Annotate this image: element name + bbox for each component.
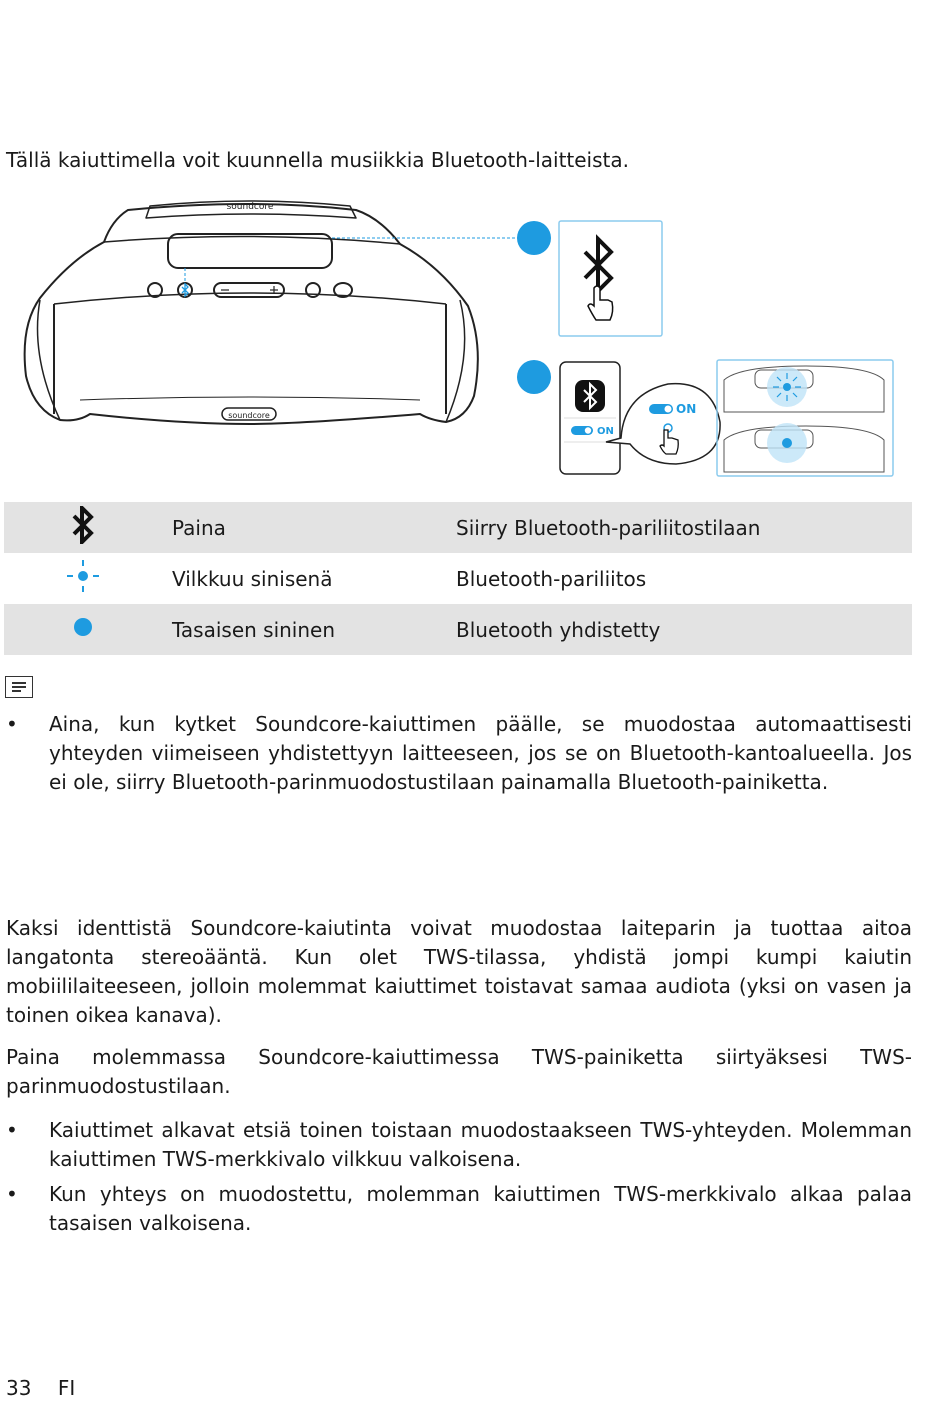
bullet-icon: •	[6, 1182, 18, 1206]
svg-text:ON: ON	[676, 402, 697, 416]
step-2-marker	[517, 360, 551, 394]
bluetooth-icon	[71, 506, 95, 544]
list-item	[6, 710, 912, 797]
page-number: 33	[6, 1376, 32, 1400]
solid-blue-dot-icon	[73, 617, 93, 637]
bluetooth-icon	[585, 239, 611, 291]
tws-paragraph: Paina molemmassa Soundcore-kaiuttimessa TWS-painiketta siirtyäksesi TWS-parinmuodostustilaan.	[6, 1045, 912, 1098]
led-meaning: Bluetooth-pariliitos	[456, 566, 647, 591]
list-item	[6, 1116, 912, 1174]
led-icon-cell	[4, 502, 162, 553]
language-code: FI	[57, 1376, 76, 1400]
speaker-illustration	[25, 201, 478, 424]
tws-paragraph: Kaksi identtistä Soundcore-kaiutinta voivat muodostaa laiteparin ja tuottaa aitoa langatonta stereoääntä. Kun olet TWS-tilassa, yhdistä jompi kumpi kaiutin mobiililaiteeseen, jolloin molemmat kaiuttimet toistavat samaa audiota (yksi on vasen ja toinen oikea kanava).	[6, 916, 912, 1027]
led-state: Tasaisen sininen	[162, 604, 456, 655]
bullet-icon: •	[6, 1118, 18, 1142]
hand-pointer-icon	[588, 286, 613, 320]
page-footer	[6, 1376, 95, 1400]
tws-bullet-text: Kaiuttimet alkavat etsiä toinen toistaan muodostaakseen TWS-yhteyden. Molemman kaiuttimen TWS-merkkivalo vilkkuu valkoisena.	[49, 1118, 912, 1171]
table-row	[4, 502, 912, 553]
led-icon-cell	[4, 604, 162, 655]
led-indicator-table	[4, 502, 912, 655]
svg-text:soundcore: soundcore	[226, 202, 274, 212]
intro-text: Tällä kaiuttimella voit kuunnella musiikkia Bluetooth-laitteista.	[6, 148, 629, 172]
svg-text:ON: ON	[597, 426, 614, 437]
svg-text:soundcore: soundcore	[228, 411, 270, 420]
note-icon	[5, 676, 33, 698]
led-state: Vilkkuu sinisenä	[172, 566, 333, 591]
led-state: Paina	[162, 502, 456, 553]
led-icon-cell	[4, 553, 162, 604]
list-item	[6, 1180, 912, 1238]
table-row	[4, 553, 912, 604]
bullet-icon: •	[6, 712, 18, 736]
table-row	[4, 604, 912, 655]
note-text: Aina, kun kytket Soundcore-kaiuttimen päälle, se muodostaa automaattisesti yhteyden viimeiseen yhdistettyyn laitteeseen, jos se on Bluetooth-kantoalueella. Jos ei ole, siirry Bluetooth-parinmuodostustilaan painamalla Bluetooth-painiketta.	[49, 712, 912, 794]
led-meaning: Siirry Bluetooth-pariliitostilaan	[456, 502, 912, 553]
bluetooth-pairing-illustration	[0, 196, 950, 486]
led-meaning: Bluetooth yhdistetty	[456, 604, 912, 655]
blinking-blue-dot-icon	[63, 558, 103, 594]
tws-bullet-text: Kun yhteys on muodostettu, molemman kaiuttimen TWS-merkkivalo alkaa palaa tasaisen valkoisena.	[49, 1182, 912, 1235]
step-1-marker	[517, 221, 551, 255]
